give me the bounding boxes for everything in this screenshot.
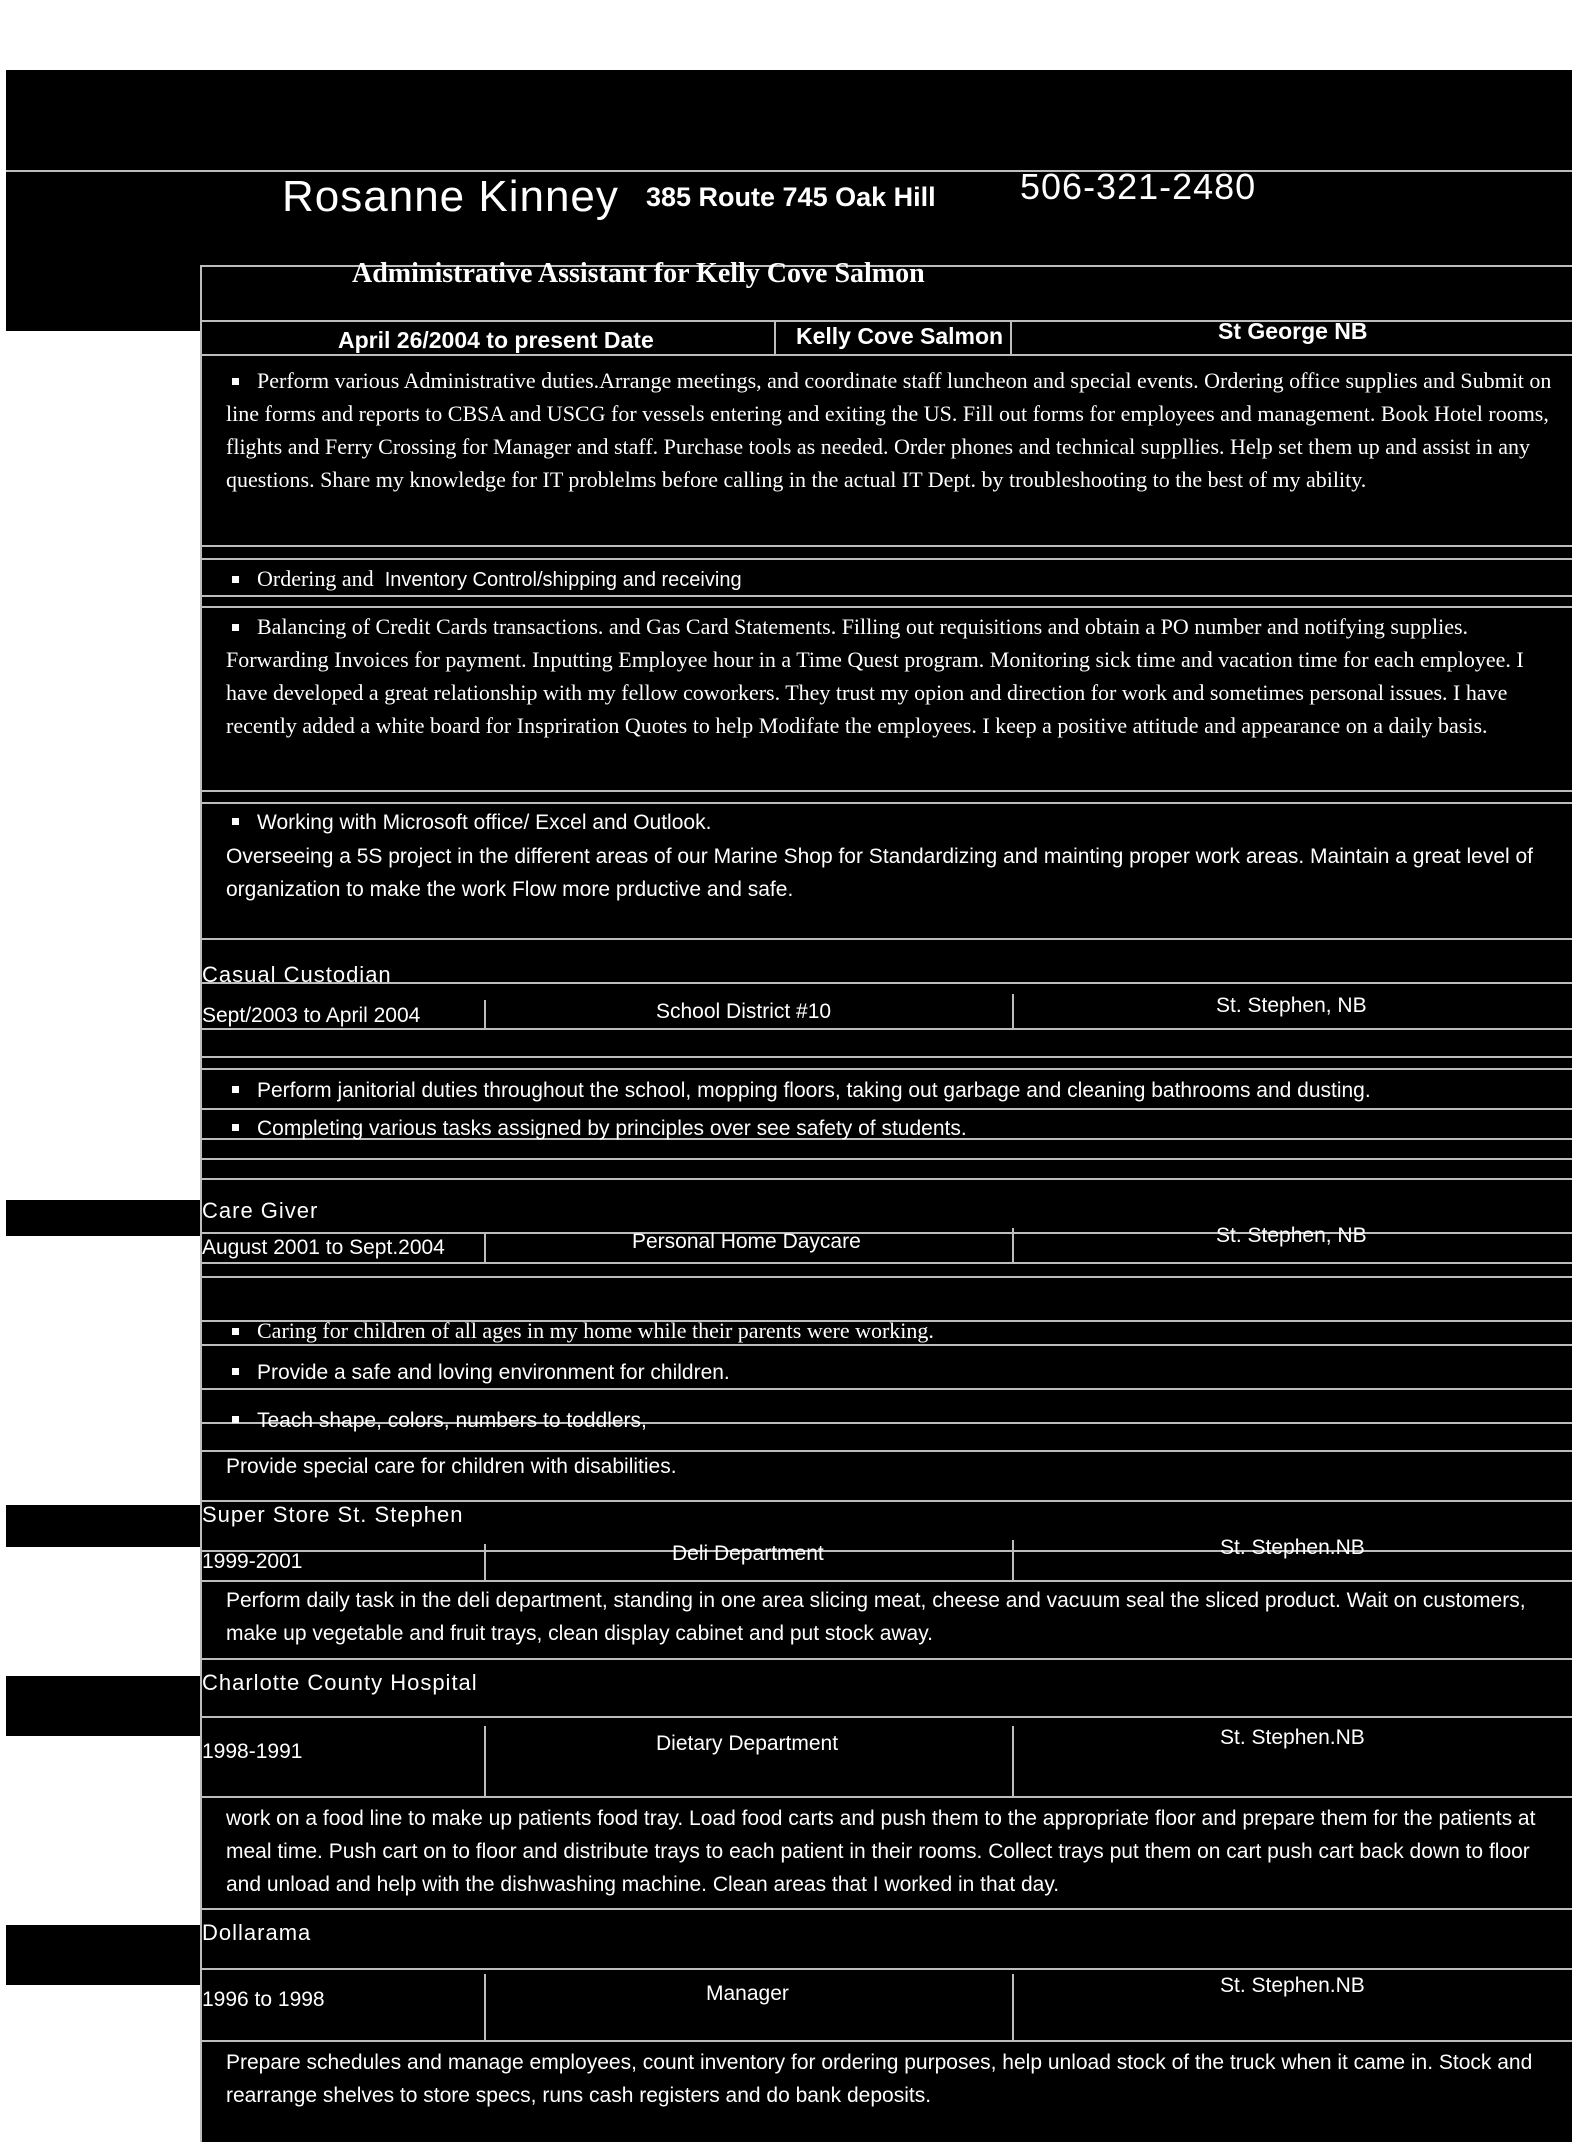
- job5-description: work on a food line to make up patients food tray. Load food carts and push them to the appropriate floor and prepare them for the patients at meal time. Push cart on to floor and distribute trays to each patient in their rooms. Collect trays put them on cart push cart back down to floor and unload and help with the dishwashing machine. Clean areas that I worked in that day.: [226, 1807, 1536, 1896]
- bullet-icon: [232, 1368, 239, 1375]
- bullet-icon: [232, 576, 239, 583]
- bullet-icon: [232, 1328, 239, 1335]
- job3-line-4: Provide special care for children with disabilities.: [226, 1455, 677, 1478]
- job4-dates: 1999-2001: [202, 1550, 303, 1573]
- job6-role: Manager: [706, 1982, 789, 2005]
- job1-bullet-2: Ordering and Inventory Control/shipping and receiving: [226, 562, 1556, 597]
- bullet-icon: [232, 1124, 239, 1131]
- job6-location: St. Stephen.NB: [1220, 1974, 1365, 1997]
- job2-location: St. Stephen, NB: [1216, 994, 1367, 1017]
- job1-bullet-1: Perform various Administrative duties.Arrange meetings, and coordinate staff luncheon and special events. Ordering office supplies and Submit on line forms and reports to CBSA and USCG for vessels entering and exiting the US. Fill out forms for employees and management. Book Hotel rooms, flights and Ferry Crossing for Manager and staff. Purchase tools as needed. Order phones and technical suppllies. Help set them up and assist in any questions. Share my knowledge for IT problelms before calling in the actual IT Dept. by troubleshooting to the best of my ability.: [226, 368, 1552, 492]
- job5-location: St. Stephen.NB: [1220, 1726, 1365, 1749]
- job2-dates: Sept/2003 to April 2004: [202, 1004, 421, 1027]
- job6-dates: 1996 to 1998: [202, 1988, 325, 2011]
- bullet-icon: [232, 1416, 239, 1423]
- job2-bullet-1: Perform janitorial duties throughout the school, mopping floors, taking out garbage and cleaning bathrooms and dusting.: [226, 1074, 1556, 1107]
- job2-bullet-2: Completing various tasks assigned by principles over see safety of students.: [226, 1112, 1556, 1145]
- job2-title: Casual Custodian: [202, 962, 392, 987]
- left-tab-2: [6, 1200, 200, 1236]
- left-tab-4: [6, 1676, 200, 1736]
- job3-bullet-3: Teach shape, colors, numbers to toddlers,: [226, 1404, 1556, 1437]
- job1-location: St George NB: [1218, 318, 1368, 344]
- job3-bullet-2: Provide a safe and loving environment for children.: [226, 1356, 1556, 1389]
- job5-department: Dietary Department: [656, 1732, 839, 1755]
- job4-location: St. Stephen.NB: [1220, 1536, 1365, 1559]
- job5-title: Charlotte County Hospital: [202, 1670, 478, 1695]
- bullet-icon: [232, 378, 239, 385]
- bullet-icon: [232, 818, 239, 825]
- job3-title: Care Giver: [202, 1198, 319, 1223]
- job1-bullet-4: Working with Microsoft office/ Excel and Outlook.: [226, 806, 1556, 839]
- left-tab-3: [6, 1505, 200, 1547]
- job1-title: Administrative Assistant for Kelly Cove Salmon: [352, 258, 925, 289]
- applicant-name: Rosanne Kinney: [282, 172, 619, 221]
- job1-bullet-3: Balancing of Credit Cards transactions. and Gas Card Statements. Filling out requisitions and obtain a PO number and notifying supplies. Forwarding Invoices for payment. Inputting Employee hour in a Time Quest program. Monitoring sick time and vacation time for each employee. I have developed a great relationship with my fellow coworkers. They trust my opion and direction for work and sometimes personal issues. I have recently added a white board for Inspriration Quotes to help Modifate the employees. I keep a positive attitude and appearance on a daily basis.: [226, 614, 1524, 738]
- header-band: [6, 70, 1572, 265]
- job2-employer: School District #10: [656, 1000, 832, 1023]
- job3-employer: Personal Home Daycare: [632, 1230, 861, 1253]
- job4-description: Perform daily task in the deli department, standing in one area slicing meat, cheese and vacuum seal the sliced product. Wait on customers, make up vegetable and fruit trays, clean display cabinet and put stock away.: [226, 1589, 1526, 1645]
- job3-location: St. Stephen, NB: [1216, 1224, 1367, 1247]
- left-tab-1: [6, 265, 200, 331]
- job3-dates: August 2001 to Sept.2004: [202, 1236, 445, 1259]
- job5-dates: 1998-1991: [202, 1740, 303, 1763]
- left-tab-5: [6, 1925, 200, 1985]
- job4-title: Super Store St. Stephen: [202, 1502, 464, 1527]
- applicant-phone: 506-321-2480: [1020, 166, 1257, 207]
- applicant-address: 385 Route 745 Oak Hill: [646, 182, 936, 212]
- bullet-icon: [232, 1086, 239, 1093]
- job6-description: Prepare schedules and manage employees, count inventory for ordering purposes, help unload stock of the truck when it came in. Stock and rearrange shelves to store specs, runs cash registers and do bank deposits.: [226, 2051, 1533, 2107]
- job6-title: Dollarama: [202, 1920, 312, 1945]
- job4-department: Deli Department: [672, 1542, 824, 1565]
- job1-dates: April 26/2004 to present Date: [338, 327, 654, 353]
- job1-paragraph-4: Overseeing a 5S project in the different areas of our Marine Shop for Standardizing and mainting proper work areas. Maintain a great level of organization to make the work Flow more prductive and safe.: [226, 845, 1534, 901]
- job3-bullet-1: Caring for children of all ages in my home while their parents were working.: [226, 1314, 1556, 1347]
- bullet-icon: [232, 624, 239, 631]
- job1-employer: Kelly Cove Salmon: [796, 323, 1004, 349]
